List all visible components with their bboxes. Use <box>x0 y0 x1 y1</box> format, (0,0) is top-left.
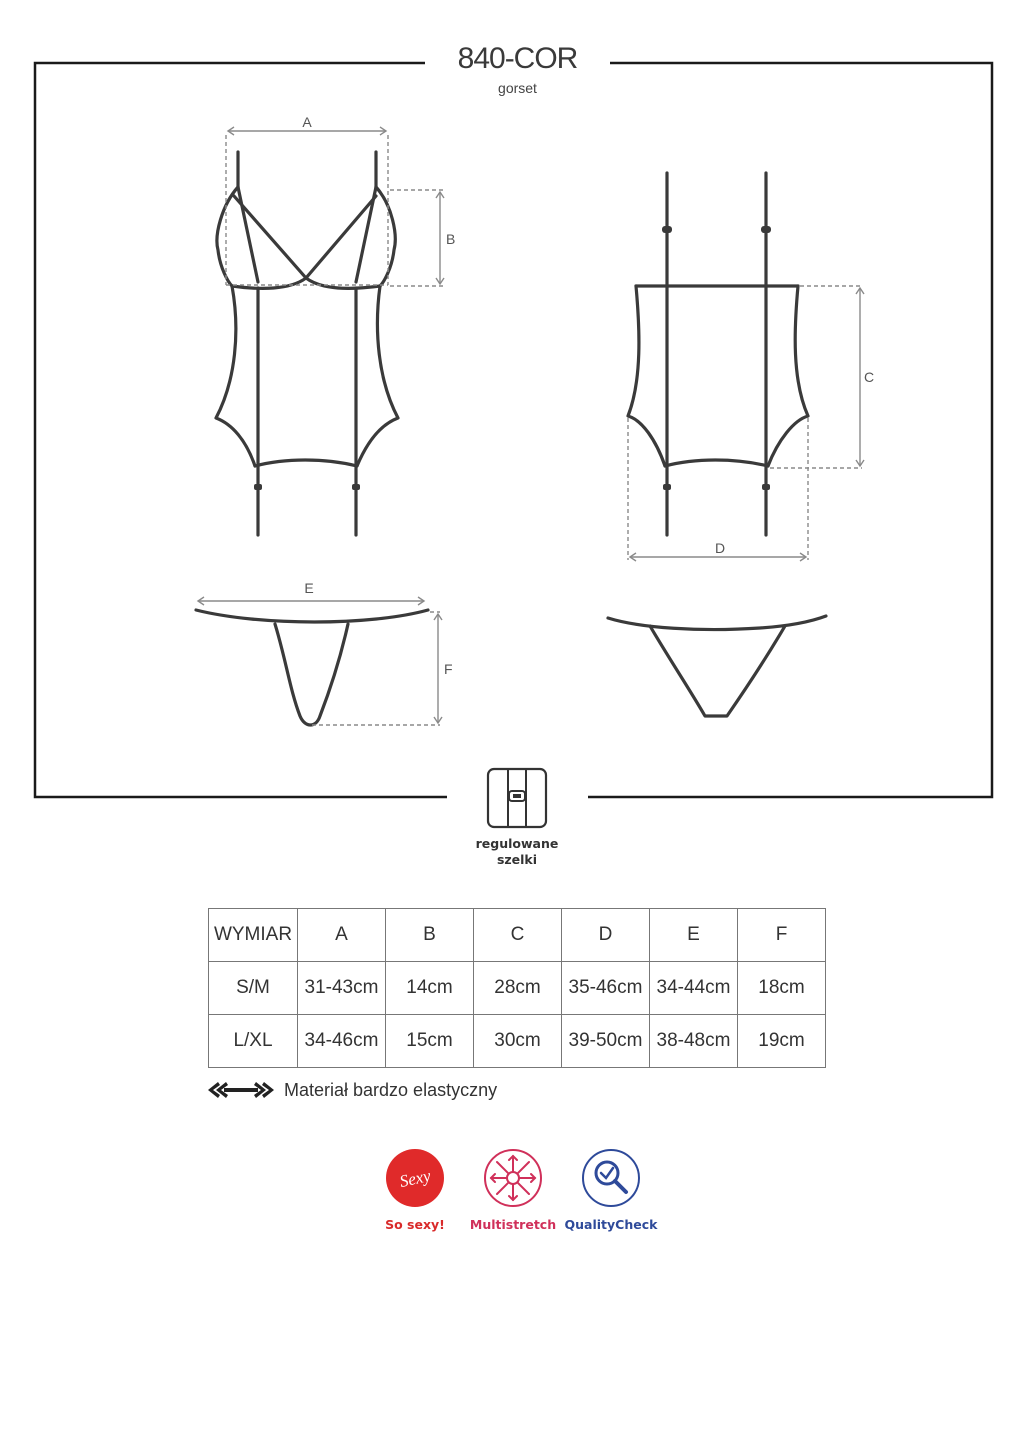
table-cell: 34-44cm <box>650 962 738 1015</box>
dim-label-e: E <box>304 580 314 596</box>
table-row <box>209 1015 826 1068</box>
thong-front-drawing <box>196 610 428 725</box>
table-cell: 31-43cm <box>298 962 386 1015</box>
corset-front-garter-clips <box>254 484 360 490</box>
table-header-cell: F <box>738 909 826 962</box>
table-cell: 35-46cm <box>562 962 650 1015</box>
multistretch-icon <box>483 1148 543 1208</box>
adjustable-straps-icon <box>488 769 546 827</box>
dim-label-d: D <box>714 540 726 556</box>
feature-label <box>417 836 617 868</box>
badge-label: So sexy! <box>385 1217 445 1232</box>
size-table-header-row <box>209 909 826 962</box>
table-cell: 28cm <box>474 962 562 1015</box>
table-cell: 15cm <box>386 1015 474 1068</box>
material-note <box>208 1078 497 1102</box>
table-cell: 39-50cm <box>562 1015 650 1068</box>
table-header-cell: C <box>474 909 562 962</box>
table-row <box>209 962 826 1015</box>
frame-top-left <box>35 63 447 797</box>
table-header-cell: E <box>650 909 738 962</box>
magnifier-check-icon <box>581 1148 641 1208</box>
table-cell: 18cm <box>738 962 826 1015</box>
product-type: gorset <box>498 80 537 96</box>
dim-label-b: B <box>446 231 456 247</box>
dim-label-c: C <box>864 369 875 385</box>
size-table <box>208 908 826 1068</box>
table-cell: 30cm <box>474 1015 562 1068</box>
badge-label: Multistretch <box>469 1217 557 1232</box>
badge-label: QualityCheck <box>564 1217 658 1232</box>
material-note-text: Materiał bardzo elastyczny <box>284 1079 498 1100</box>
feature-label-line1: regulowane <box>475 836 559 851</box>
table-cell: L/XL <box>209 1015 298 1068</box>
dim-label-a: A <box>302 114 312 130</box>
table-cell: 38-48cm <box>650 1015 738 1068</box>
table-header-cell: B <box>386 909 474 962</box>
table-header-cell: A <box>298 909 386 962</box>
table-cell: 34-46cm <box>298 1015 386 1068</box>
badge-multistretch <box>458 1148 568 1232</box>
thong-back-drawing <box>608 616 826 716</box>
table-header-cell: D <box>562 909 650 962</box>
corset-back-drawing <box>628 173 808 535</box>
table-cell: S/M <box>209 962 298 1015</box>
badge-so-sexy <box>360 1148 470 1232</box>
sexy-icon-text: Sexy <box>397 1165 433 1192</box>
feature-label-line2: szelki <box>496 852 538 867</box>
corset-front-drawing <box>216 152 398 535</box>
table-cell: 14cm <box>386 962 474 1015</box>
table-cell: 19cm <box>738 1015 826 1068</box>
stretch-arrows-icon <box>208 1080 274 1100</box>
product-code: 840-COR <box>457 42 578 75</box>
badge-qualitycheck <box>556 1148 666 1232</box>
dim-label-f: F <box>444 661 453 677</box>
sexy-icon <box>385 1148 445 1208</box>
table-header-cell: WYMIAR <box>209 909 298 962</box>
corset-back-clips <box>662 226 771 490</box>
